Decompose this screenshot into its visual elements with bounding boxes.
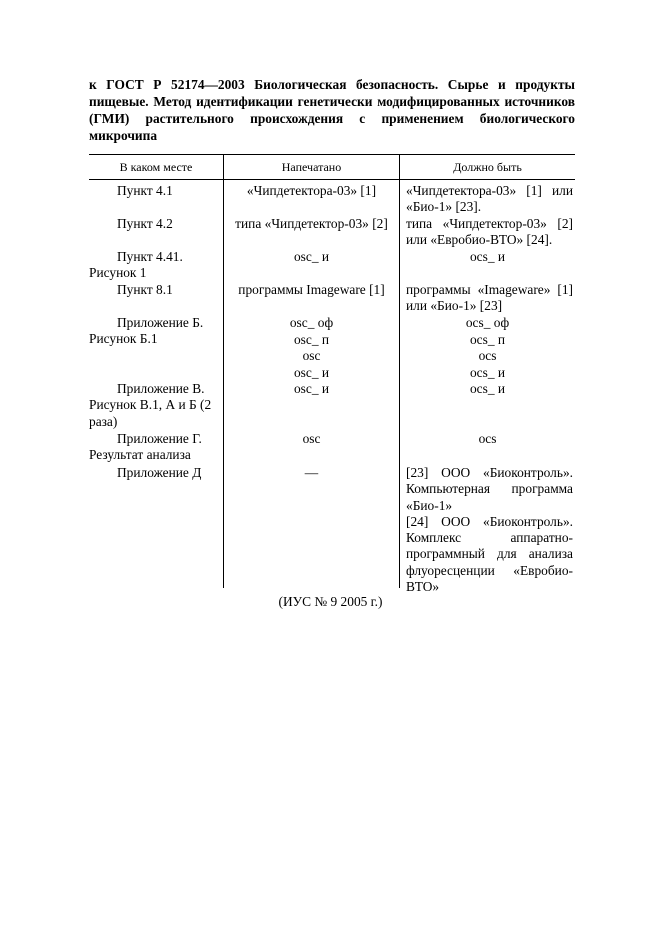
column-place bbox=[89, 180, 223, 588]
table-cell: Приложение Б. Рисунок Б.1 bbox=[89, 315, 204, 347]
table-cell: osc_ п bbox=[293, 331, 330, 347]
table-cell: Пункт 4.2 bbox=[117, 216, 173, 231]
table-header bbox=[89, 154, 575, 180]
header-printed: Напечатано bbox=[223, 155, 399, 179]
column-correct bbox=[399, 180, 575, 595]
column-printed bbox=[223, 180, 399, 588]
table-cell: osc_ и bbox=[293, 381, 330, 396]
table-cell: ocs bbox=[478, 348, 497, 363]
amendment-heading: к ГОСТ Р 52174—2003 Биологическая безопасность. Сырье и продукты пищевые. Метод идентификации генетически модифицированных источников (ГМИ) растительного происхождения с применением биологического микрочипа bbox=[89, 77, 575, 143]
table-cell: «Чипдетектора-03» [1] bbox=[246, 183, 377, 198]
table-cell: [23] ООО «Биоконтроль». Компьютерная программа «Био-1» bbox=[406, 465, 573, 513]
table-cell: osc_ и bbox=[293, 249, 330, 264]
table-cell: Пункт 4.1 bbox=[117, 183, 173, 198]
table-body bbox=[89, 180, 575, 595]
table-cell: «Чипдетектора-03» [1] или «Био-1» [23]. bbox=[406, 183, 573, 215]
table-cell: Приложение В. Рисунок В.1, А и Б (2 раза) bbox=[89, 381, 212, 429]
table-cell: типа «Чипдетектор-03» [2] или «Евробио-ВТО» [24]. bbox=[406, 216, 573, 248]
table-cell: Приложение Г. Результат анализа bbox=[89, 431, 202, 463]
table-cell: Пункт 4.41. Рисунок 1 bbox=[89, 249, 183, 281]
table-cell: ocs_ и bbox=[469, 249, 506, 264]
table-cell: программы «Imageware» [1] или «Био-1» [23] bbox=[406, 282, 573, 314]
table-cell: — bbox=[304, 465, 319, 480]
table-cell: ocs_ оф bbox=[465, 315, 510, 330]
table-cell: программы Imageware [1] bbox=[238, 282, 385, 297]
table-cell: osc_ и bbox=[293, 364, 330, 380]
table-cell: osc_ оф bbox=[289, 315, 334, 330]
table-cell: [24] ООО «Биоконтроль». Комплекс аппаратно-программный для анализа флуоресценции «Евробио-ВТО» bbox=[406, 513, 573, 595]
table-cell: Пункт 8.1 bbox=[117, 282, 173, 297]
footer-source: (ИУС № 9 2005 г.) bbox=[278, 594, 383, 609]
table-cell: osc bbox=[302, 348, 321, 363]
table-cell: ocs_ и bbox=[469, 381, 506, 396]
table-cell: ocs_ п bbox=[469, 331, 506, 347]
table-cell: osc bbox=[302, 431, 321, 446]
table-cell: ocs bbox=[478, 431, 497, 446]
header-place: В каком месте bbox=[119, 159, 193, 174]
table-cell: Приложение Д bbox=[117, 465, 202, 480]
amendment-table bbox=[89, 154, 575, 595]
table-cell: типа «Чипдетектор-03» [2] bbox=[235, 216, 388, 231]
header-correct: Должно быть bbox=[399, 155, 575, 179]
table-cell: ocs_ и bbox=[469, 364, 506, 380]
